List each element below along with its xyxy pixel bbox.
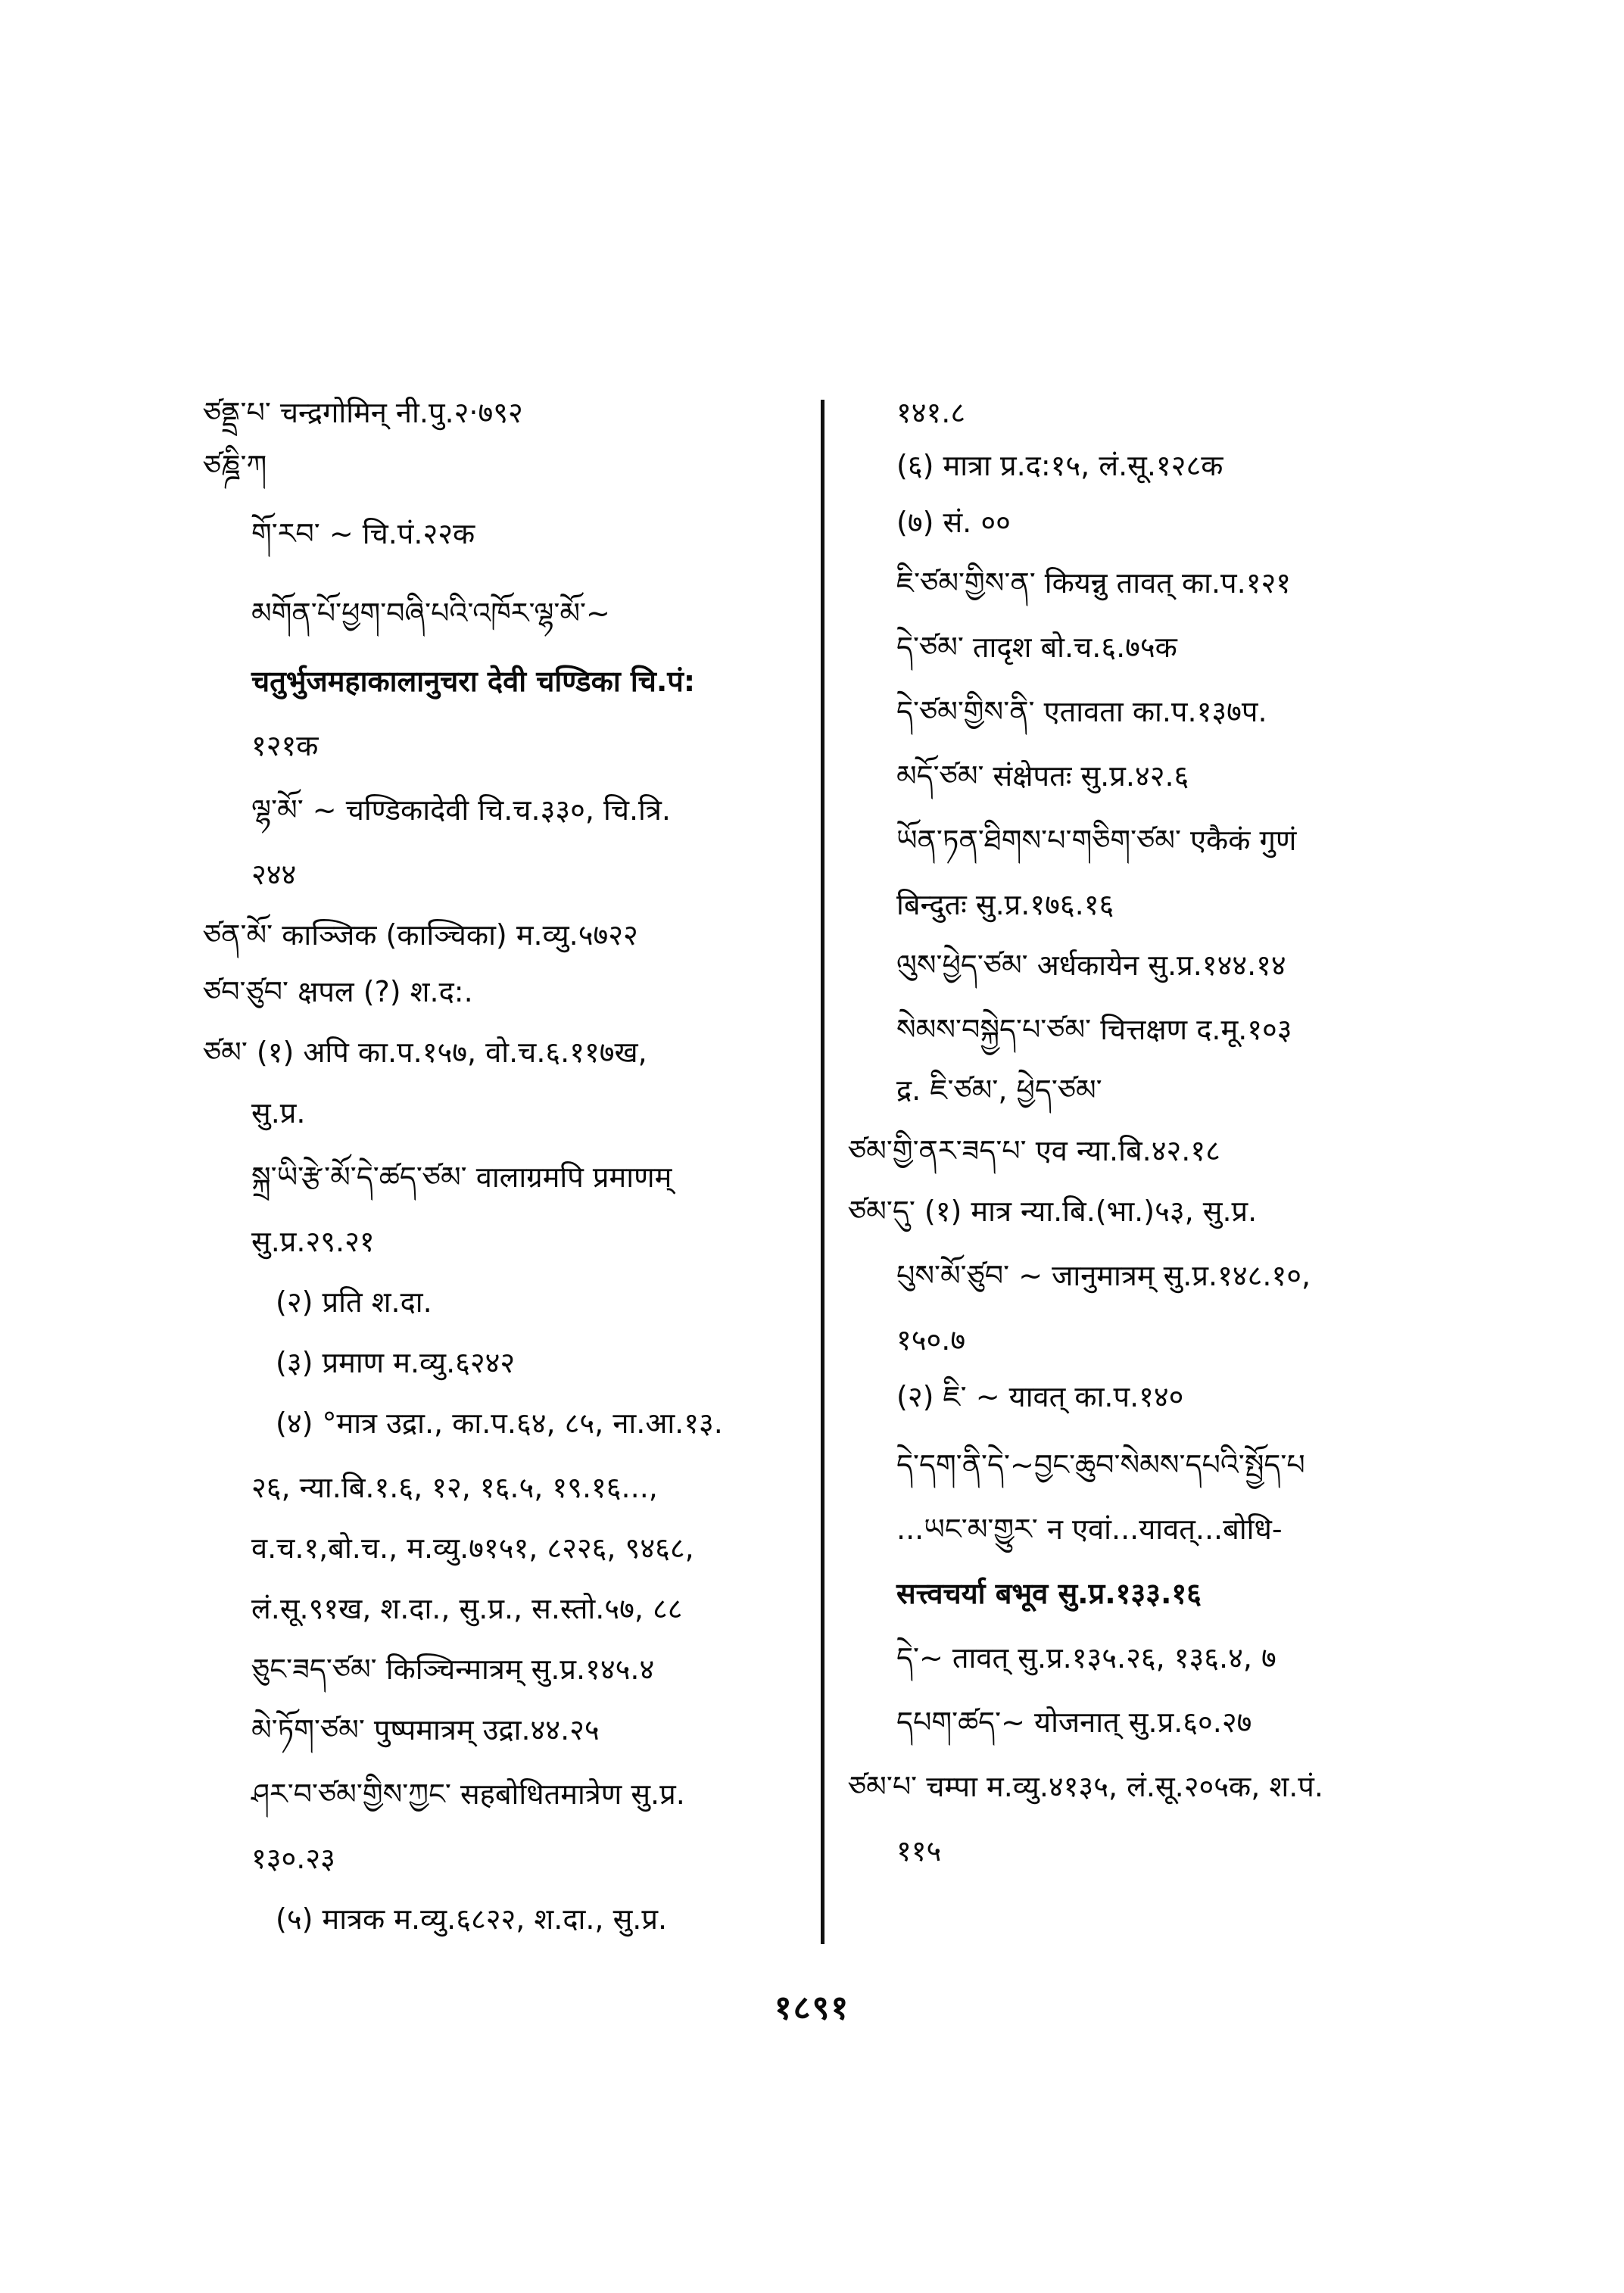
entry-line: (२) ཇི་ ~ यावत् का.प.१४० [896, 1380, 1184, 1413]
entry-line: མགོན་པོ་ཕྱག་བཞི་པའི་འཁོར་ལྷ་མོ་~ [251, 597, 610, 630]
page-number: १८९१ [774, 1989, 850, 2027]
entry-line: ཅུང་ཟད་ཙམ་ किञ्चिन्मात्रम् सु.प्र.१४५.४ [251, 1653, 655, 1686]
entry-line: २४४ [251, 858, 297, 891]
entry-line: चतुर्भुजमहाकालानुचरा देवी चण्डिका चि.पं: [251, 665, 696, 698]
entry-line: द्र. ཇི་ཙམ་, ཕྱེད་ཙམ་ [896, 1073, 1102, 1107]
entry-line: ལྷ་མོ་ ~ चण्डिकादेवी चि.च.३३०, चि.त्रि. [251, 793, 671, 827]
entry-line: ཤར་བ་ཙམ་གྱིས་ཀྱང་ सहबोधितमात्रेण सु.प्र. [251, 1777, 685, 1811]
entry-line: सु.प्र. [251, 1096, 306, 1129]
entry-line: དེ་ཙམ་གྱིས་ནི་ एतावता का.प.१३७प. [896, 695, 1267, 728]
entry-line: २६, न्या.बि.१.६, १२, १६.५, १९.१६..., [251, 1471, 658, 1504]
entry-line: ཡོན་ཏན་ཐིགས་པ་གཅིག་ཙམ་ एकैकं गुणं [896, 824, 1297, 857]
entry-line: པུས་མོ་ཙུབ་ ~ जानुमात्रम् सु.प्र.१४८.१०, [896, 1259, 1311, 1292]
entry-line: ཙམ་གྱི་ནར་ཟད་པ་ एव न्या.बि.४२.१८ [848, 1134, 1220, 1167]
entry-line: ཙམ་པ་ चम्पा म.व्यु.४१३५, लं.सू.२०५क, श.पं. [848, 1770, 1323, 1803]
entry-line: ཇི་ཙམ་གྱིས་ན་ कियन्नु तावत् का.प.१२१ [896, 566, 1291, 600]
entry-line: (३) प्रमाण म.व्यु.६२४२ [276, 1346, 516, 1379]
entry-line: སྐྲ་ཡི་རྩེ་མོ་དེ་ཚད་ཙམ་ वालाग्रमपि प्रमाणम् [251, 1161, 672, 1194]
entry-line: གོ་རབ་ ~ चि.पं.२२क [251, 517, 475, 550]
entry-line: མདོ་ཙམ་ संक्षेपतः सु.प्र.४२.६ [896, 759, 1189, 793]
entry-line: सु.प्र.२९.२१ [251, 1225, 375, 1258]
entry-line: མེ་ཏོག་ཙམ་ पुष्पमात्रम् उद्रा.४४.२५ [251, 1713, 600, 1746]
entry-line: ཙནྡྲ་པ་ चन्द्रगोमिन् नी.पु.२·७९२ [203, 396, 523, 429]
entry-line: ཙབ་ཙུབ་ क्षपल (?) श.द:. [203, 975, 473, 1008]
entry-line: लं.सू.९१ख, श.दा., सु.प्र., स.स्तो.५७, ८८ [251, 1592, 683, 1625]
entry-line: (२) प्रति श.दा. [276, 1285, 432, 1319]
entry-line: དཔག་ཚད་~ योजनात् सु.प्र.६०.२७ [896, 1706, 1252, 1739]
entry-line: ཙན་མོ་ काञ्जिक (काञ्चिका) म.व्यु.५७२२ [203, 918, 638, 952]
entry-line: དེ་~ तावत् सु.प्र.१३५.२६, १३६.४, ७ [896, 1641, 1276, 1675]
entry-line: (५) मात्रक म.व्यु.६८२२, श.दा., सु.प्र. [276, 1902, 668, 1936]
entry-line: ཙཎྜི་ཀ [203, 449, 267, 482]
entry-line: (४) °मात्र उद्रा., का.प.६४, ८५, ना.आ.१३. [276, 1407, 723, 1440]
entry-line: १२१क [251, 729, 319, 762]
entry-line: १५०.७ [896, 1323, 966, 1357]
entry-line: १४१.८ [896, 396, 966, 429]
entry-line: (६) मात्रा प्र.द:१५, लं.सू.१२८क [896, 449, 1223, 482]
entry-line: ...ཡང་མ་གྱུར་ न एवां...यावत्...बोधि- [896, 1513, 1283, 1546]
entry-line: དེ་དག་ནི་དེ་~བྱང་ཆུབ་སེམས་དཔའི་སྤྱོད་པ [896, 1448, 1305, 1481]
entry-line: ཙམ་དུ་ (१) मात्र न्या.बि.(भा.)५३, सु.प्र. [848, 1195, 1258, 1228]
entry-line: बिन्दुतः सु.प्र.१७६.१६ [896, 888, 1114, 921]
entry-line: (७) सं. ०० [896, 506, 1011, 539]
entry-line: སེམས་བསྐྱེད་པ་ཙམ་ चित्तक्षण द.मू.१०३ [896, 1013, 1292, 1046]
entry-line: १३०.२३ [251, 1842, 335, 1875]
column-divider [821, 400, 824, 1944]
entry-line: ལུས་ཕྱེད་ཙམ་ अर्धकायेन सु.प्र.१४४.१४ [896, 949, 1286, 982]
entry-line: सत्त्वचर्या बभूव सु.प्र.१३३.१६ [896, 1577, 1202, 1610]
entry-line: ཙམ་ (१) अपि का.प.१५७, वो.च.६.११७ख, [203, 1036, 647, 1069]
entry-line: ११५ [896, 1834, 942, 1868]
entry-line: དེ་ཙམ་ तादृश बो.च.६.७५क [896, 631, 1177, 664]
entry-line: व.च.१,बो.च., म.व्यु.७१५१, ८२२६, ९४६८, [251, 1531, 694, 1565]
